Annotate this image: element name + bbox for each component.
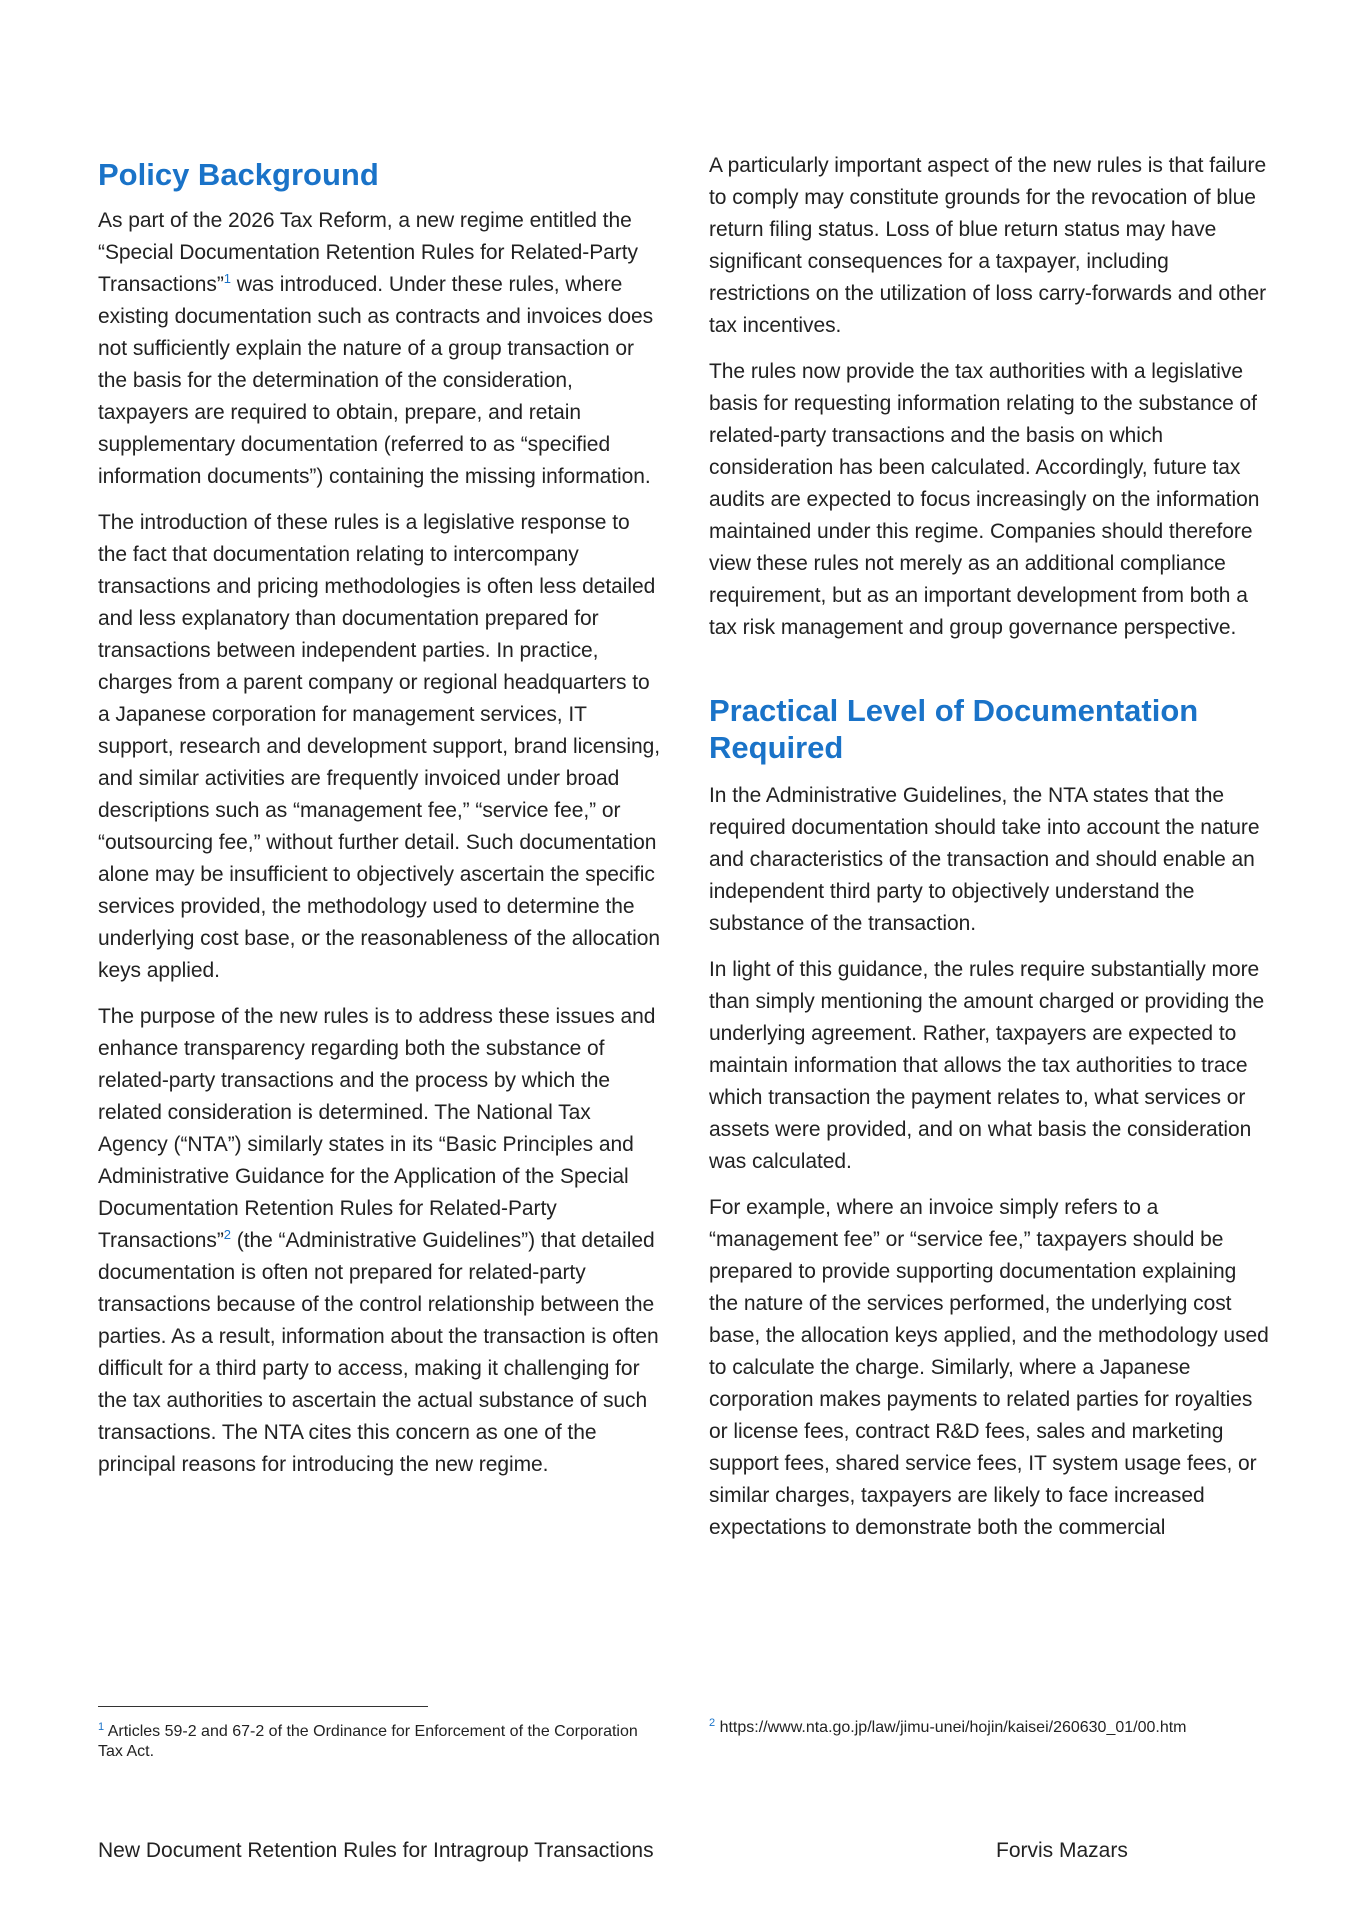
footnote-ref-2[interactable]: 2 (223, 1227, 231, 1242)
right-column (709, 150, 1271, 1558)
paragraph (98, 1001, 662, 1481)
paragraph: The introduction of these rules is a legislative response to the fact that documentation relating to intercompany transactions and pricing methodologies is often less detailed and less explanatory than documentation prepared for transactions between independent parties. In practice, charges from a parent company or regional headquarters to a Japanese corporation for management services, IT support, research and development support, brand licensing, and similar activities are frequently invoiced under broad descriptions such as “management fee,” “service fee,” or “outsourcing fee,” without further detail. Such documentation alone may be insufficient to objectively ascertain the specific services provided, the methodology used to determine the underlying cost base, or the reasonableness of the allocation keys applied. (98, 511, 661, 982)
footnote-link[interactable]: https://www.nta.go.jp/law/jimu-unei/hojin/kaisei/260630_01/00.htm (715, 1719, 1187, 1736)
footer-brand: Forvis Mazars (996, 1839, 1128, 1862)
paragraph-text: As part of the 2026 Tax Reform, a new regime entitled the “Special Documentation Retention Rules for Related-Party Transactions” (98, 209, 638, 296)
footnote-1 (98, 1722, 658, 1762)
paragraph: In light of this guidance, the rules require substantially more than simply mentioning the amount charged or providing the underlying agreement. Rather, taxpayers are expected to maintain information that allows the tax authorities to trace which transaction the payment relates to, what services or assets were provided, and on what basis the consideration was calculated. (709, 958, 1265, 1173)
section-heading-practical-level: Practical Level of Documentation Required (709, 693, 1199, 765)
paragraph (98, 205, 662, 493)
paragraph: A particularly important aspect of the new rules is that failure to comply may constitute grounds for the revocation of blue return filing status. Loss of blue return status may have significant consequences for a taxpayer, including restrictions on the utilization of loss carry-forwards and other tax incentives. (709, 154, 1267, 337)
paragraph: For example, where an invoice simply refers to a “management fee” or “service fee,” taxpayers should be prepared to provide supporting documentation explaining the nature of the services performed, the underlying cost base, the allocation keys applied, and the methodology used to calculate the charge. Similarly, where a Japanese corporation makes payments to related parties for royalties or license fees, contract R&D fees, sales and marketing support fees, shared service fees, IT system usage fees, or similar charges, taxpayers are likely to face increased expectations to demonstrate both the commercial (709, 1196, 1269, 1539)
paragraph: In the Administrative Guidelines, the NTA states that the required documentation should take into account the nature and characteristics of the transaction and should enable an independent third party to objectively understand the substance of the transaction. (709, 784, 1260, 935)
footnote-ref-1[interactable]: 1 (223, 271, 231, 286)
paragraph: The rules now provide the tax authorities with a legislative basis for requesting information relating to the substance of related-party transactions and the basis on which consideration has been calculated. Accordingly, future tax audits are expected to focus increasingly on the information maintained under this regime. Companies should therefore view these rules not merely as an additional compliance requirement, but as an important development from both a tax risk management and group governance perspective. (709, 360, 1260, 639)
section-heading-policy-background: Policy Background (98, 157, 379, 192)
paragraph-text: was introduced. Under these rules, where existing documentation such as contracts and invoices does not sufficiently explain the nature of a group transaction or the basis for the determination of the consideration, taxpayers are required to obtain, prepare, and retain supplementary documentation (referred to as “specified information documents”) containing the missing information. (98, 273, 654, 488)
paragraph-text: The purpose of the new rules is to address these issues and enhance transparency regarding both the substance of related-party transactions and the process by which the related consideration is determined. The National Tax Agency (“NTA”) similarly states in its “Basic Principles and Administrative Guidance for the Application of the Special Documentation Retention Rules for Related-Party Transactions” (98, 1005, 656, 1252)
footnote-number: 2 (709, 1717, 716, 1729)
footnote-number: 1 (98, 1721, 105, 1733)
footnote-2 (709, 1718, 1309, 1738)
footnote-text: Articles 59-2 and 67-2 of the Ordinance for Enforcement of the Corporation Tax Act. (98, 1723, 638, 1760)
footnote-divider (98, 1706, 428, 1707)
footer-document-title: New Document Retention Rules for Intragroup Transactions (98, 1839, 654, 1862)
paragraph-text: (the “Administrative Guidelines”) that detailed documentation is often not prepared for related-party transactions because of the control relationship between the parties. As a result, information about the transaction is often difficult for a third party to access, making it challenging for the tax authorities to ascertain the actual substance of such transactions. The NTA cites this concern as one of the principal reasons for introducing the new regime. (98, 1229, 659, 1476)
left-column (98, 150, 662, 1495)
